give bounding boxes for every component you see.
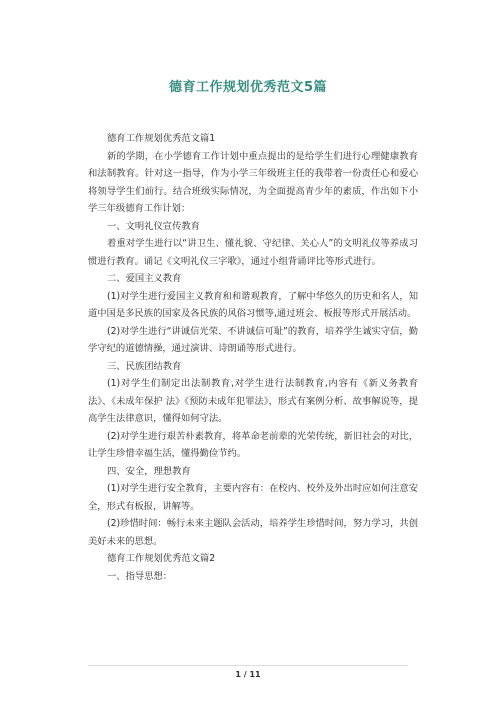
paragraph-unity-2: (2)对学生进行艰苦朴素教育，将革命老前辈的光荣传统，新旧社会的对比，让学生珍惜幸福生活，懂得勤俭节约。 bbox=[88, 430, 418, 459]
document-body bbox=[88, 130, 418, 585]
page-indicator: 1 / 11 bbox=[235, 670, 261, 679]
paragraph-unity-1: (1)对学生们制定出法制教育,对学生进行法制教育,内容有《新义务教育法》、《未成年保护 法》《预防未成年犯罪法》，形式有案例分析、故事解说等，提高学生法律意识，懂得如何守法。 bbox=[88, 378, 418, 424]
section-heading-unity: 三、民族团结教育 bbox=[107, 360, 182, 372]
footer-divider bbox=[88, 665, 408, 666]
section-heading-etiquette: 一、文明礼仪宣传教育 bbox=[107, 220, 200, 232]
section-heading-safety: 四、安全，理想教育 bbox=[107, 465, 191, 477]
section-heading-1: 德育工作规划优秀范文篇1 bbox=[107, 133, 216, 144]
section-heading-guiding: 一、指导思想： bbox=[107, 570, 173, 582]
paragraph-safety-2: (2)珍惜时间：畅行未来主题队会活动，培养学生珍惜时间，努力学习，共创美好未来的思想。 bbox=[88, 518, 418, 547]
paragraph-patriotism-2: (2)对学生进行“讲诚信光荣、不讲诚信可耻”的教育，培养学生诚实守信，勤学守纪的道德情操，通过演讲、诗朗诵等形式进行。 bbox=[88, 325, 419, 354]
document-title: 德育工作规划优秀范文5篇 bbox=[168, 80, 328, 95]
section-heading-patriotism: 二、爱国主义教育 bbox=[107, 273, 182, 284]
paragraph-patriotism-1: (1)对学生进行爱国主义教育和和谐观教育，了解中华悠久的历史和名人，知道中国是多民族的国家及各民族的风俗习惯等,通过班会、板报等形式开展活动。 bbox=[88, 290, 418, 319]
paragraph-safety-1: (1)对学生进行安全教育，主要内容有：在校内、校外及外出时应如何注意安全，形式有板报，讲解等。 bbox=[88, 483, 418, 512]
paragraph-intro: 新的学期，在小学德育工作计划中重点提出的是给学生们进行心理健康教育和法制教育。针对这一指导，作为小学三年级班主任的我带着一份责任心和爱心将领导学生们前行。结合班级实际情况，为全面提高青少年的素质，作出如下小学三年级德育工作计划： bbox=[88, 150, 418, 214]
section-heading-2: 德育工作规划优秀范文篇2 bbox=[107, 553, 216, 564]
paragraph-etiquette: 着重对学生进行以“讲卫生、懂礼貌、守纪律、关心人”的文明礼仪等养成习惯进行教育。诵记《文明礼仪三字歌》，通过小组背诵评比等形式进行。 bbox=[88, 238, 418, 267]
